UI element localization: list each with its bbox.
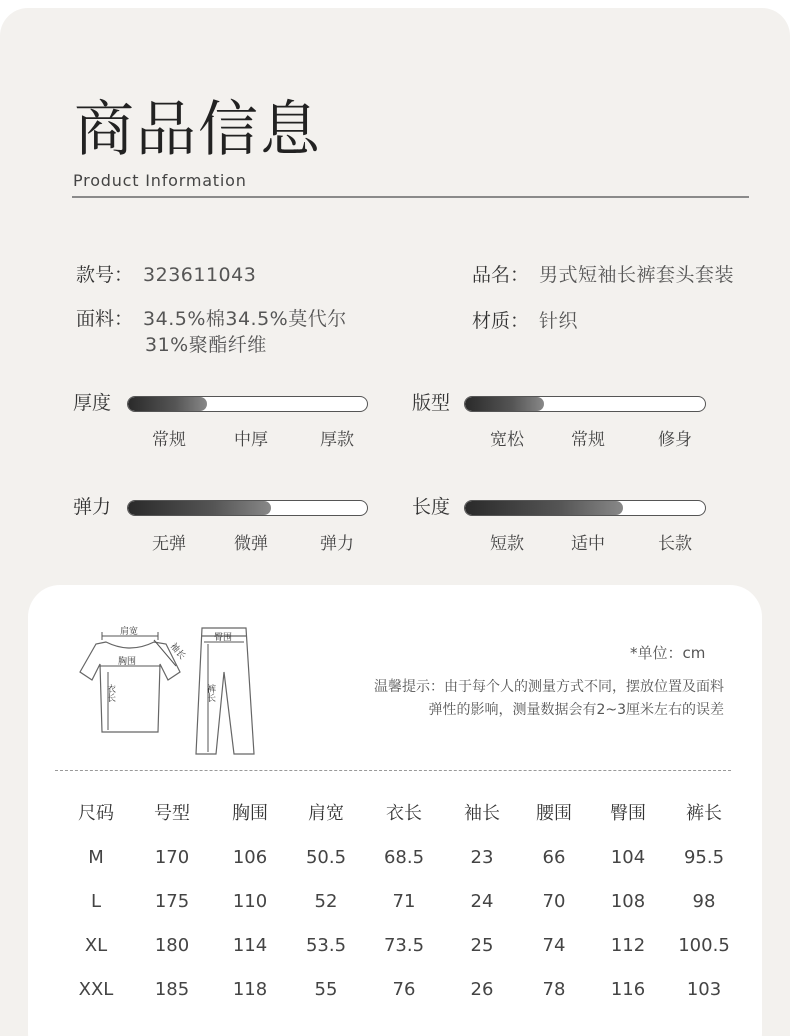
- table-cell: 100.5: [678, 935, 730, 956]
- gauge-tick: 弹力: [320, 534, 354, 554]
- table-cell: 26: [470, 979, 494, 1000]
- measure-tip: [304, 676, 724, 722]
- table-cell: 73.5: [383, 935, 425, 956]
- table-cell: 71: [392, 891, 416, 912]
- table-cell: 76: [392, 979, 416, 1000]
- table-cell: 185: [154, 979, 190, 1000]
- spec-value: 男式短袖长裤套头套装: [539, 264, 735, 286]
- table-cell: 66: [542, 847, 566, 868]
- tip-line: 弹性的影响，测量数据会有2~3厘米左右的误差: [428, 702, 724, 718]
- table-cell: 108: [610, 891, 646, 912]
- table-row: [58, 928, 742, 972]
- table-cell: 175: [154, 891, 190, 912]
- table-row: [58, 840, 742, 884]
- spec-fabric-line2: [145, 332, 267, 358]
- gauge-tick: 短款: [490, 534, 524, 554]
- table-header-cell: 袖长: [464, 803, 500, 824]
- spec-label: 品名：: [472, 264, 530, 286]
- spec-value: 针织: [539, 310, 579, 332]
- table-cell: 68.5: [383, 847, 425, 868]
- spec-material: [472, 308, 578, 334]
- spec-value: 323611043: [143, 264, 257, 286]
- table-cell: M: [88, 847, 104, 868]
- table-row: [58, 884, 742, 928]
- gauge-tick: 常规: [152, 430, 186, 450]
- gauge-fill: [128, 501, 271, 515]
- table-header-cell: 号型: [154, 803, 190, 824]
- dashed-divider: [55, 770, 731, 771]
- spec-product-name: [472, 262, 734, 288]
- table-cell: XL: [84, 935, 108, 956]
- gauge-tick: 宽松: [490, 430, 524, 450]
- table-header-cell: 尺码: [78, 803, 114, 824]
- gauge-label-elasticity: 弹力: [73, 496, 112, 518]
- table-header-cell: 腰围: [536, 803, 572, 824]
- gauge-label-thickness: 厚度: [73, 392, 112, 414]
- diagram-label-sleeve: 袖长: [167, 641, 187, 662]
- diagram-label-shoulder: 肩宽: [120, 627, 139, 637]
- table-cell: 170: [154, 847, 190, 868]
- table-header-row: [58, 796, 742, 840]
- spec-label: 材质：: [472, 310, 530, 332]
- table-cell: 52: [314, 891, 338, 912]
- table-cell: 74: [542, 935, 566, 956]
- tip-line: 温馨提示：由于每个人的测量方式不同，摆放位置及面料: [374, 679, 724, 695]
- table-header-cell: 臀围: [610, 803, 646, 824]
- table-header-cell: 裤长: [686, 803, 722, 824]
- page-title: 商品信息: [74, 95, 322, 165]
- gauge-tick: 修身: [658, 430, 692, 450]
- diagram-label-chest: 胸围: [118, 657, 137, 667]
- gauge-tick: 适中: [571, 534, 605, 554]
- table-cell: 53.5: [305, 935, 347, 956]
- table-cell: 116: [610, 979, 646, 1000]
- table-cell: 95.5: [683, 847, 725, 868]
- table-cell: 70: [542, 891, 566, 912]
- gauge-tick: 厚款: [320, 430, 354, 450]
- gauge-fill: [465, 501, 623, 515]
- table-cell: 24: [470, 891, 494, 912]
- gauge-label-fit: 版型: [412, 392, 451, 414]
- spec-value: 31%聚酯纤维: [145, 334, 267, 356]
- fit-gauge: [464, 396, 706, 412]
- gauge-label-length: 长度: [412, 496, 451, 518]
- gauge-fill: [128, 397, 207, 411]
- gauge-tick: 长款: [658, 534, 692, 554]
- table-header-cell: 衣长: [386, 803, 422, 824]
- table-cell: 104: [610, 847, 646, 868]
- table-cell: 112: [610, 935, 646, 956]
- gauge-tick: 微弹: [234, 534, 268, 554]
- elasticity-gauge: [127, 500, 368, 516]
- spec-style-no: [76, 262, 256, 288]
- table-header-cell: 肩宽: [308, 803, 344, 824]
- spec-value: 34.5%棉34.5%莫代尔: [143, 308, 347, 330]
- measurement-diagram: [78, 622, 278, 762]
- table-cell: 103: [686, 979, 722, 1000]
- table-cell: 55: [314, 979, 338, 1000]
- table-cell: 98: [692, 891, 716, 912]
- spec-fabric: [76, 306, 347, 332]
- diagram-label-hip: 臀围: [214, 633, 233, 643]
- size-table: [58, 796, 742, 1016]
- diagram-label-length: 衣长: [105, 684, 115, 702]
- table-cell: 106: [232, 847, 268, 868]
- diagram-label-pants-length: 裤长: [205, 684, 215, 702]
- thickness-gauge: [127, 396, 368, 412]
- table-header-cell: 胸围: [232, 803, 268, 824]
- unit-note: *单位：cm: [630, 644, 706, 662]
- table-cell: 25: [470, 935, 494, 956]
- table-cell: XXL: [78, 979, 114, 1000]
- table-row: [58, 972, 742, 1016]
- title-divider: [72, 196, 749, 198]
- page-subtitle: Product Information: [73, 171, 247, 190]
- table-cell: 50.5: [305, 847, 347, 868]
- gauge-tick: 常规: [571, 430, 605, 450]
- table-cell: 78: [542, 979, 566, 1000]
- table-cell: 114: [232, 935, 268, 956]
- gauge-fill: [465, 397, 544, 411]
- table-cell: 180: [154, 935, 190, 956]
- spec-label: 款号：: [76, 264, 134, 286]
- table-cell: 110: [232, 891, 268, 912]
- gauge-tick: 无弹: [152, 534, 186, 554]
- table-cell: 23: [470, 847, 494, 868]
- table-cell: L: [90, 891, 102, 912]
- length-gauge: [464, 500, 706, 516]
- gauge-tick: 中厚: [234, 430, 268, 450]
- tshirt-icon: [80, 642, 180, 732]
- table-cell: 118: [232, 979, 268, 1000]
- spec-label: 面料：: [76, 308, 134, 330]
